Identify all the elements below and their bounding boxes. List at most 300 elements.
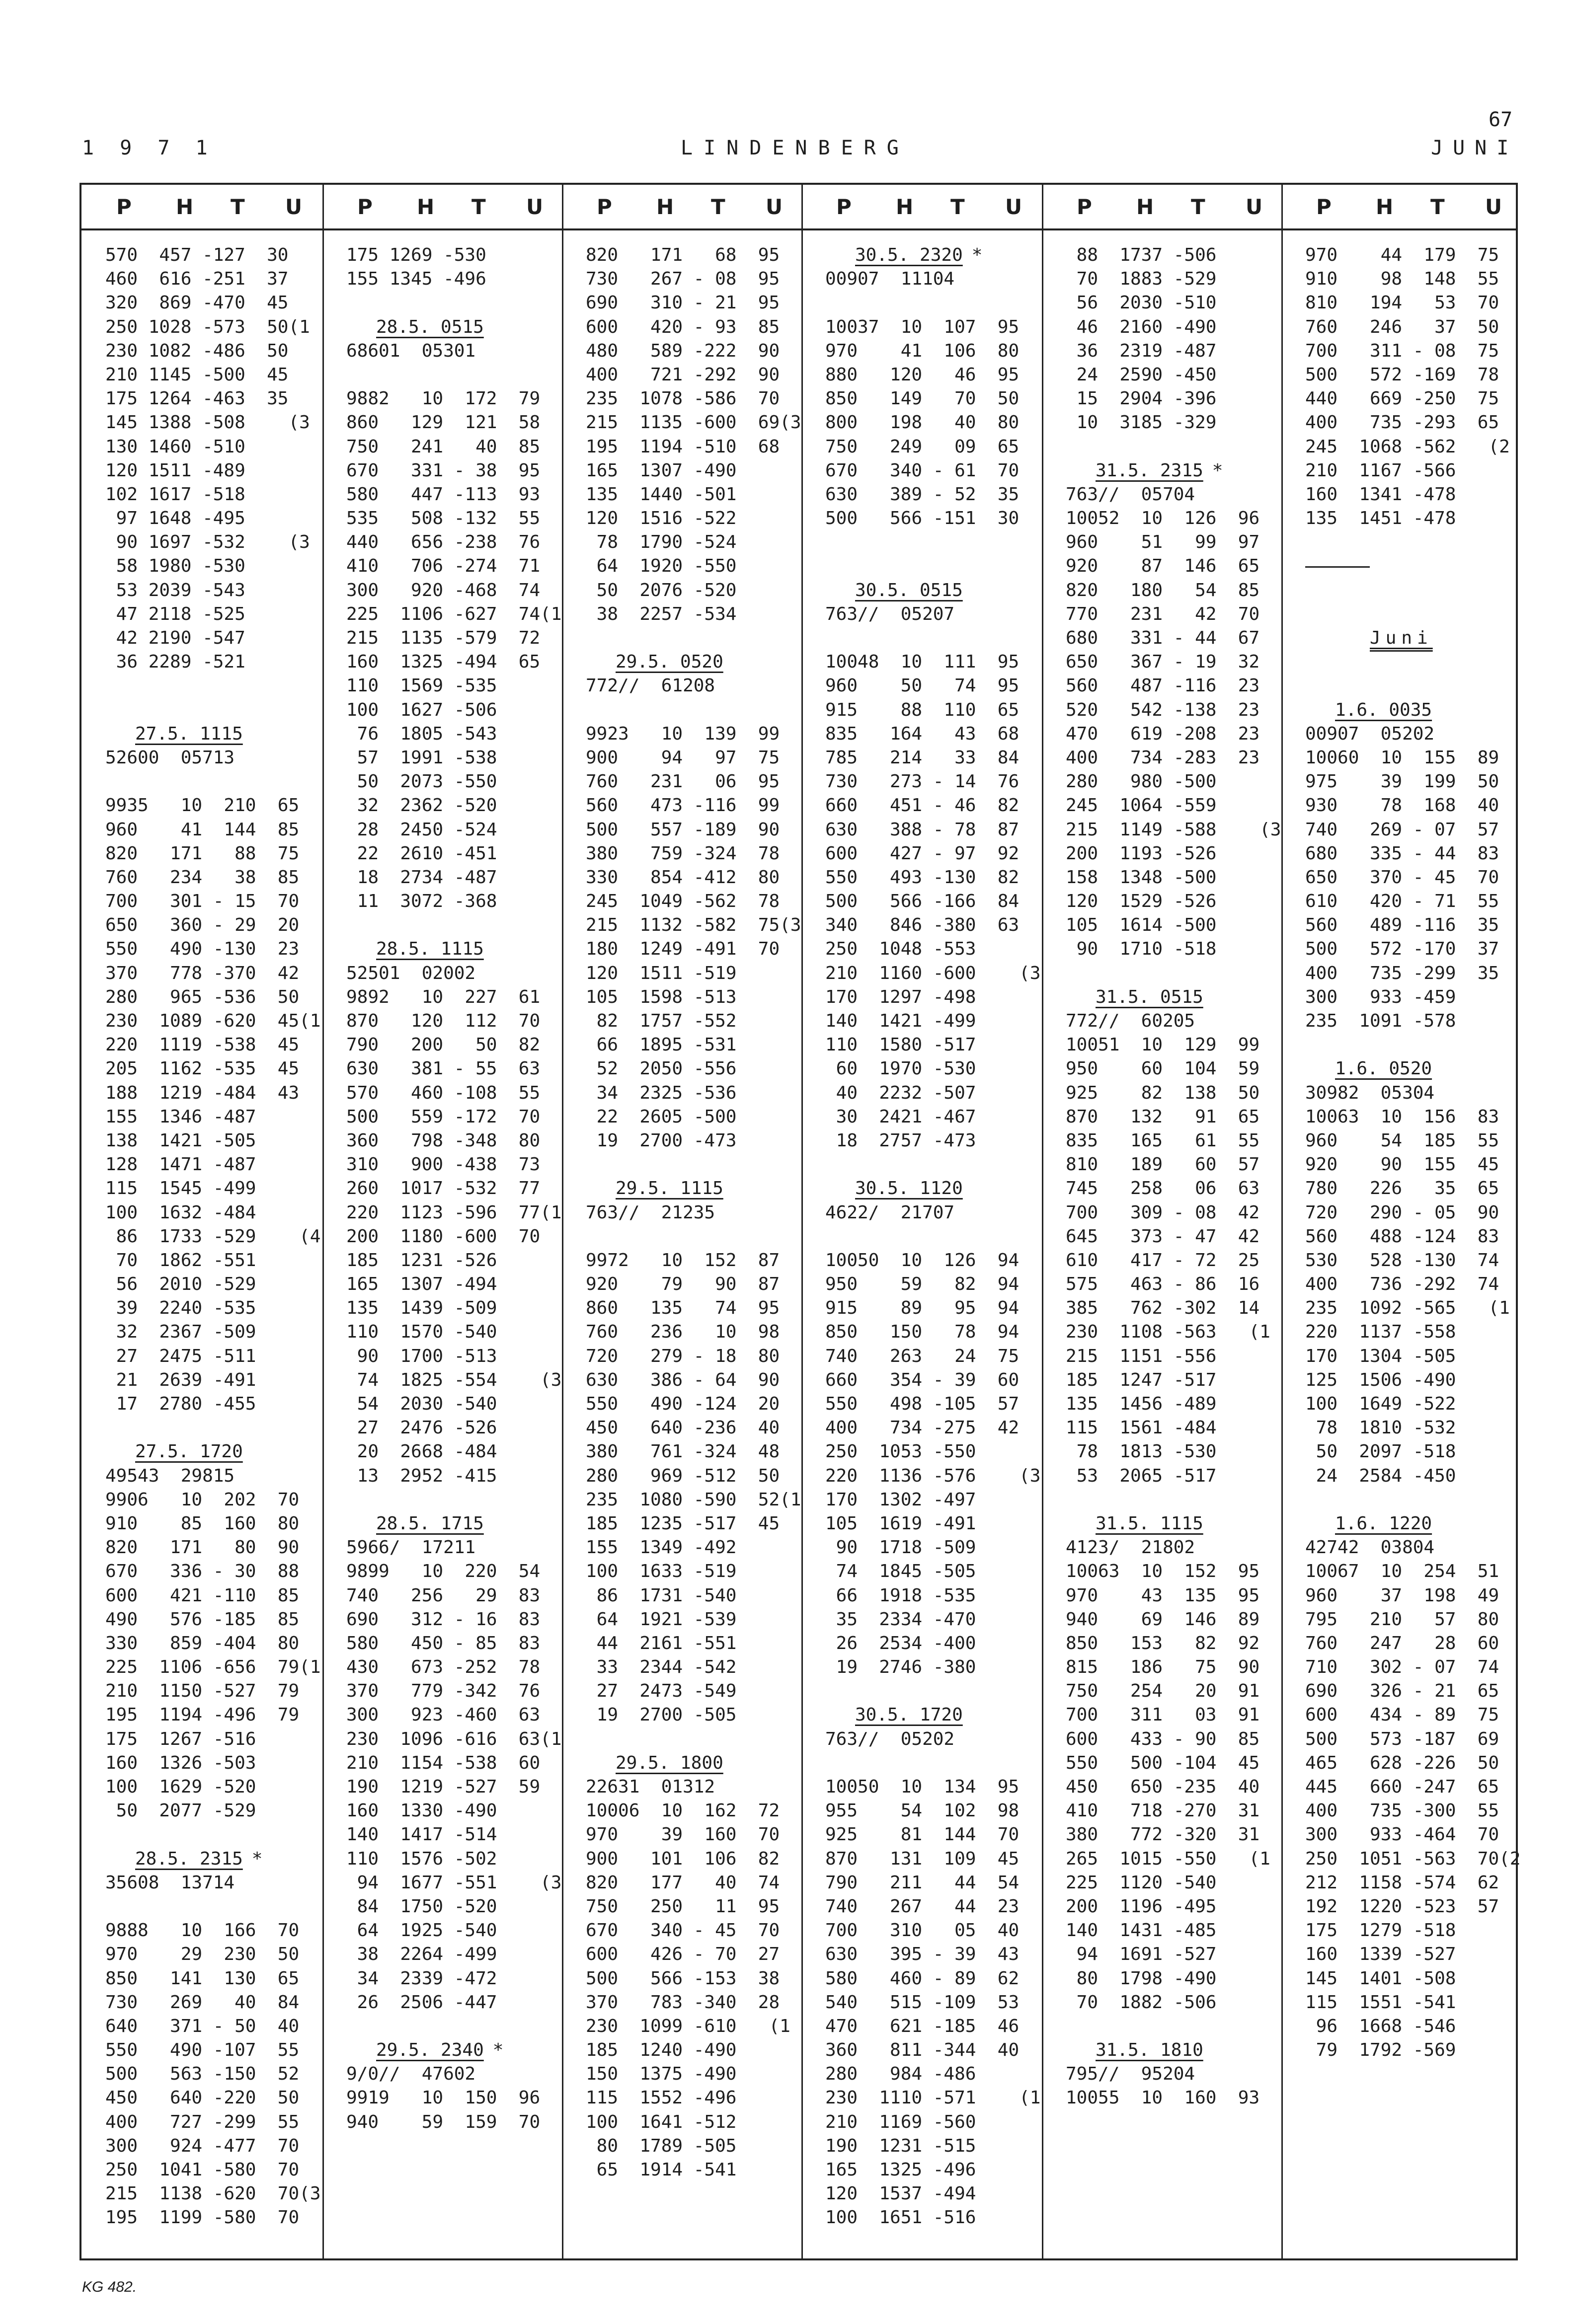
data-row: 250 1051 -563 70(2 <box>1305 1848 1521 1869</box>
data-row: 115 1551 -541 <box>1305 1992 1456 2013</box>
data-row: 105 1619 -491 <box>825 1513 976 1534</box>
data-row: 645 373 - 47 42 <box>1066 1226 1260 1247</box>
data-row: 160 1339 -527 <box>1305 1944 1456 1965</box>
data-row: 600 420 - 93 85 <box>586 316 780 337</box>
data-row: 00907 05202 <box>1305 723 1435 744</box>
data-row: 970 29 230 50 <box>105 1944 300 1965</box>
data-row: 225 1106 -656 79(1 <box>105 1657 321 1678</box>
data-row: 230 1082 -486 50 <box>105 340 289 361</box>
data-row: 760 246 37 50 <box>1305 316 1499 337</box>
data-row: 245 1049 -562 78 <box>586 891 780 912</box>
data-row: 650 367 - 19 32 <box>1066 652 1260 673</box>
data-row: 790 211 44 54 <box>825 1872 1020 1893</box>
data-row: 580 450 - 85 83 <box>346 1633 541 1653</box>
data-row: 100 1641 -512 <box>586 2111 737 2132</box>
spacer <box>825 1153 1035 1177</box>
data-row: 26 2534 -400 <box>825 1633 976 1653</box>
column-header-u: U <box>526 195 544 219</box>
data-row: 9892 10 227 61 <box>346 986 541 1007</box>
data-row: 975 39 199 50 <box>1305 771 1499 792</box>
spacer <box>105 1823 315 1847</box>
data-row: 640 371 - 50 40 <box>105 2016 300 2036</box>
data-row: 870 132 91 65 <box>1066 1106 1260 1127</box>
data-row: 100 1632 -484 <box>105 1202 256 1223</box>
sounding-date-time <box>1066 1512 1275 1536</box>
data-row: 42742 03804 <box>1305 1537 1435 1558</box>
column-header-t: T <box>711 195 725 219</box>
column-header-u: U <box>1246 195 1263 219</box>
data-row: 550 493 -130 82 <box>825 867 1020 888</box>
data-row: 750 241 40 85 <box>346 436 541 457</box>
data-row: 10063 10 156 83 <box>1305 1106 1499 1127</box>
column-header-h: H <box>1376 195 1394 219</box>
data-row: 970 39 160 70 <box>586 1824 780 1845</box>
data-row: 940 59 159 70 <box>346 2111 541 2132</box>
data-row: 155 1349 -492 <box>586 1537 737 1558</box>
data-row: 22 2605 -500 <box>586 1106 737 1127</box>
data-row: 210 1169 -560 <box>825 2111 976 2132</box>
header-month: JUNI <box>1431 137 1519 159</box>
data-row: 90 1697 -532 (3 <box>105 532 310 553</box>
data-row: 46 2160 -490 <box>1066 316 1217 337</box>
data-row: 730 267 - 08 95 <box>586 269 780 290</box>
sounding-date-time <box>825 579 1035 602</box>
data-row: 730 273 - 14 76 <box>825 771 1020 792</box>
spacer <box>105 698 315 722</box>
data-row: 100 1649 -522 <box>1305 1394 1456 1414</box>
date-time-label: 29.5. 0520 <box>616 652 723 673</box>
data-row: 120 1516 -522 <box>586 508 737 529</box>
data-row: 370 779 -342 76 <box>346 1681 541 1702</box>
month-heading: Juni <box>1370 628 1433 648</box>
data-row: 195 1194 -496 79 <box>105 1705 300 1725</box>
data-row: 500 572 -170 37 <box>1305 939 1499 960</box>
data-row: 230 1089 -620 45(1 <box>105 1011 321 1031</box>
asterisk-mark: * <box>251 1848 263 1869</box>
data-row: 79 1792 -569 <box>1305 2040 1456 2061</box>
data-row: 180 1249 -491 70 <box>586 939 780 960</box>
data-row: 36 2289 -521 <box>105 652 245 673</box>
data-row: 190 1231 -515 <box>825 2135 976 2156</box>
sounding-date-time <box>346 315 556 339</box>
data-row: 763// 21235 <box>586 1202 715 1223</box>
data-row: 230 1099 -610 (1 <box>586 2016 790 2036</box>
data-row: 600 426 - 70 27 <box>586 1944 780 1965</box>
data-row: 74 1825 -554 (3 <box>346 1369 562 1390</box>
data-row: 94 1677 -551 (3 <box>346 1872 562 1893</box>
data-row: 960 37 198 49 <box>1305 1585 1499 1606</box>
data-row: 145 1388 -508 (3 <box>105 412 310 433</box>
spacer <box>105 674 315 698</box>
date-time-label: 28.5. 1715 <box>376 1513 484 1534</box>
data-row: 410 718 -270 31 <box>1066 1800 1260 1821</box>
spacer <box>586 1225 795 1249</box>
data-row: 30982 05304 <box>1305 1082 1435 1103</box>
data-row: 24 2590 -450 <box>1066 364 1217 385</box>
data-column <box>105 243 321 2230</box>
data-row: 21 2639 -491 <box>105 1369 256 1390</box>
spacer <box>825 554 1035 578</box>
data-row: 700 311 - 08 75 <box>1305 340 1499 361</box>
spacer <box>1066 1488 1275 1512</box>
data-row: 42 2190 -547 <box>105 628 245 648</box>
data-row: 860 135 74 95 <box>586 1298 780 1319</box>
data-row: 9882 10 172 79 <box>346 388 541 409</box>
data-row: 27 2473 -549 <box>586 1681 737 1702</box>
spacer <box>825 1679 1035 1703</box>
data-row: 450 640 -236 40 <box>586 1418 780 1438</box>
data-row: 920 90 155 45 <box>1305 1154 1499 1175</box>
data-row: 90 1700 -513 <box>346 1346 497 1366</box>
date-time-label: 31.5. 1810 <box>1096 2040 1203 2061</box>
data-column <box>346 243 562 2134</box>
data-row: 400 736 -292 74 <box>1305 1274 1499 1295</box>
data-row: 280 984 -486 <box>825 2064 976 2085</box>
data-row: 86 1733 -529 (4 <box>105 1226 321 1247</box>
data-row: 215 1149 -588 (3 <box>1066 819 1281 840</box>
data-row: 900 101 106 82 <box>586 1848 780 1869</box>
data-row: 84 1750 -520 <box>346 1896 497 1917</box>
data-row: 78 1810 -532 <box>1305 1418 1456 1438</box>
data-row: 480 589 -222 90 <box>586 340 780 361</box>
data-row: 32 2367 -509 <box>105 1322 256 1343</box>
spacer <box>825 1751 1035 1775</box>
data-row: 500 572 -169 78 <box>1305 364 1499 385</box>
data-row: 400 735 -300 55 <box>1305 1800 1499 1821</box>
date-time-label: 1.6. 0520 <box>1335 1058 1432 1079</box>
spacer <box>346 1488 556 1512</box>
data-row: 960 50 74 95 <box>825 675 1020 696</box>
data-row: 300 924 -477 70 <box>105 2135 300 2156</box>
data-row: 250 1053 -550 <box>825 1441 976 1462</box>
spacer <box>346 2015 556 2038</box>
data-row: 575 463 - 86 16 <box>1066 1274 1260 1295</box>
sounding-date-time <box>1066 985 1275 1009</box>
data-row: 520 542 -138 23 <box>1066 699 1260 720</box>
data-row: 925 82 138 50 <box>1066 1082 1260 1103</box>
sounding-date-time <box>825 1703 1035 1727</box>
data-row: 960 51 99 97 <box>1066 532 1260 553</box>
data-row: 9972 10 152 87 <box>586 1250 780 1271</box>
data-row: 80 1798 -490 <box>1066 1968 1217 1989</box>
data-row: 10063 10 152 95 <box>1066 1561 1260 1582</box>
data-row: 165 1325 -496 <box>825 2160 976 2180</box>
data-row: 925 81 144 70 <box>825 1824 1020 1845</box>
data-row: 870 120 112 70 <box>346 1011 541 1031</box>
data-row: 720 279 - 18 80 <box>586 1346 780 1366</box>
data-row: 630 389 - 52 35 <box>825 484 1020 505</box>
separator-line <box>1305 554 1515 578</box>
sounding-date-time <box>1066 459 1275 483</box>
data-row: 690 310 - 21 95 <box>586 293 780 313</box>
spacer <box>1305 579 1515 602</box>
column-header-t: T <box>950 195 965 219</box>
data-row: 225 1106 -627 74(1 <box>346 603 562 624</box>
column-divider <box>562 185 563 2258</box>
data-row: 19 2746 -380 <box>825 1657 976 1678</box>
data-row: 205 1162 -535 45 <box>105 1058 300 1079</box>
sounding-date-time <box>105 1847 315 1871</box>
data-row: 56 2030 -510 <box>1066 293 1217 313</box>
data-row: 265 1015 -550 (1 <box>1066 1848 1270 1869</box>
data-row: 34 2325 -536 <box>586 1082 737 1103</box>
data-row: 490 576 -185 85 <box>105 1609 300 1630</box>
data-row: 610 417 - 72 25 <box>1066 1250 1260 1271</box>
data-row: 200 1193 -526 <box>1066 843 1217 864</box>
data-row: 500 566 -153 38 <box>586 1968 780 1989</box>
data-row: 105 1598 -513 <box>586 986 737 1007</box>
data-row: 110 1580 -517 <box>825 1035 976 1055</box>
date-time-label: 28.5. 2315 <box>135 1848 243 1869</box>
spacer <box>1066 435 1275 459</box>
data-row: 815 186 75 90 <box>1066 1657 1260 1678</box>
data-row: 680 335 - 44 83 <box>1305 843 1499 864</box>
spacer <box>825 626 1035 650</box>
data-row: 760 234 38 85 <box>105 867 300 888</box>
data-row: 215 1135 -600 69(3 <box>586 412 801 433</box>
data-row: 700 310 05 40 <box>825 1920 1020 1941</box>
data-row: 550 490 -130 23 <box>105 939 300 960</box>
date-time-label: 30.5. 2320 <box>855 245 963 265</box>
data-row: 170 1302 -497 <box>825 1489 976 1510</box>
data-row: 630 381 - 55 63 <box>346 1058 541 1079</box>
date-time-label: 1.6. 1220 <box>1335 1513 1432 1534</box>
data-row: 630 386 - 64 90 <box>586 1369 780 1390</box>
data-row: 18 2757 -473 <box>825 1130 976 1151</box>
data-row: 750 250 11 95 <box>586 1896 780 1917</box>
data-row: 80 1789 -505 <box>586 2135 737 2156</box>
data-row: 950 60 104 59 <box>1066 1058 1260 1079</box>
data-row: 10006 10 162 72 <box>586 1800 780 1821</box>
data-row: 245 1068 -562 (2 <box>1305 436 1510 457</box>
data-row: 10067 10 254 51 <box>1305 1561 1499 1582</box>
data-row: 440 656 -238 76 <box>346 532 541 553</box>
data-row: 310 900 -438 73 <box>346 1154 541 1175</box>
sounding-date-time <box>105 722 315 746</box>
column-divider <box>1281 185 1283 2258</box>
data-row: 340 846 -380 63 <box>825 915 1020 936</box>
data-column <box>825 243 1041 2230</box>
data-row: 38 2257 -534 <box>586 603 737 624</box>
data-row: 215 1135 -579 72 <box>346 628 541 648</box>
data-row: 52501 02002 <box>346 963 476 983</box>
data-row: 940 69 146 89 <box>1066 1609 1260 1630</box>
data-row: 52 2050 -556 <box>586 1058 737 1079</box>
data-row: 470 621 -185 46 <box>825 2016 1020 2036</box>
data-row: 102 1617 -518 <box>105 484 245 505</box>
spacer <box>1305 602 1515 626</box>
asterisk-mark: * <box>1212 460 1223 481</box>
data-row: 400 721 -292 90 <box>586 364 780 385</box>
data-row: 9906 10 202 70 <box>105 1489 300 1510</box>
column-header-t: T <box>472 195 486 219</box>
data-row: 82 1757 -552 <box>586 1011 737 1031</box>
data-row: 11 3072 -368 <box>346 891 497 912</box>
data-row: 750 254 20 91 <box>1066 1681 1260 1702</box>
data-row: 910 98 148 55 <box>1305 269 1499 290</box>
data-row: 190 1219 -527 59 <box>346 1777 541 1797</box>
data-row: 570 457 -127 30 <box>105 245 289 265</box>
data-row: 763// 05207 <box>825 603 955 624</box>
data-row: 10048 10 111 95 <box>825 652 1020 673</box>
data-row: 600 433 - 90 85 <box>1066 1728 1260 1749</box>
data-row: 70 1862 -551 <box>105 1250 256 1271</box>
data-row: 380 759 -324 78 <box>586 843 780 864</box>
data-row: 400 734 -275 42 <box>825 1418 1020 1438</box>
data-row: 760 236 10 98 <box>586 1322 780 1343</box>
sounding-date-time <box>346 1512 556 1536</box>
data-row: 230 1096 -616 63(1 <box>346 1728 562 1749</box>
data-row: 145 1401 -508 <box>1305 1968 1456 1989</box>
column-header-t: T <box>231 195 245 219</box>
column-header-t: T <box>1191 195 1205 219</box>
date-time-label: 27.5. 1720 <box>135 1441 243 1462</box>
data-row: 10055 10 160 93 <box>1066 2088 1260 2108</box>
data-row: 90 1718 -509 <box>825 1537 976 1558</box>
data-row: 64 1921 -539 <box>586 1609 737 1630</box>
date-time-label: 29.5. 2340 <box>376 2040 484 2061</box>
data-row: 66 1895 -531 <box>586 1035 737 1055</box>
data-row: 175 1267 -516 <box>105 1728 256 1749</box>
spacer <box>346 913 556 937</box>
data-row: 110 1576 -502 <box>346 1848 497 1869</box>
data-row: 9899 10 220 54 <box>346 1561 541 1582</box>
data-row: 915 89 95 94 <box>825 1298 1020 1319</box>
data-row: 500 573 -187 69 <box>1305 1728 1499 1749</box>
data-row: 19 2700 -473 <box>586 1130 737 1151</box>
data-row: 125 1506 -490 <box>1305 1369 1456 1390</box>
column-header-u: U <box>1005 195 1022 219</box>
spacer <box>825 1225 1035 1249</box>
data-row: 300 923 -460 63 <box>346 1705 541 1725</box>
data-row: 690 312 - 16 83 <box>346 1609 541 1630</box>
data-row: 230 1110 -571 (1 <box>825 2088 1041 2108</box>
data-row: 128 1471 -487 <box>105 1154 256 1175</box>
date-time-label: 30.5. 1720 <box>855 1705 963 1725</box>
date-time-label: 30.5. 1120 <box>855 1178 963 1199</box>
data-row: 54 2030 -540 <box>346 1394 497 1414</box>
column-header-p: P <box>1077 195 1092 219</box>
data-row: 165 1307 -494 <box>346 1274 497 1295</box>
data-row: 740 269 - 07 57 <box>1305 819 1499 840</box>
data-row: 68601 05301 <box>346 340 476 361</box>
data-row: 785 214 33 84 <box>825 747 1020 768</box>
data-row: 560 473 -116 99 <box>586 795 780 816</box>
data-row: 39 2240 -535 <box>105 1298 256 1319</box>
data-row: 790 200 50 82 <box>346 1035 541 1055</box>
data-row: 460 616 -251 37 <box>105 269 289 290</box>
data-row: 115 1545 -499 <box>105 1178 256 1199</box>
data-row: 820 171 68 95 <box>586 245 780 265</box>
data-row: 530 528 -130 74 <box>1305 1250 1499 1271</box>
data-row: 120 1529 -526 <box>1066 891 1217 912</box>
data-row: 155 1345 -496 <box>346 269 486 290</box>
data-column <box>1066 243 1281 2110</box>
data-row: 560 487 -116 23 <box>1066 675 1260 696</box>
data-row: 970 41 106 80 <box>825 340 1020 361</box>
data-row: 740 267 44 23 <box>825 1896 1020 1917</box>
data-row: 120 1511 -489 <box>105 460 245 481</box>
data-row: 100 1627 -506 <box>346 699 497 720</box>
data-row: 740 263 24 75 <box>825 1346 1020 1366</box>
data-row: 915 88 110 65 <box>825 699 1020 720</box>
spacer <box>825 530 1035 554</box>
data-row: 200 1180 -600 70 <box>346 1226 541 1247</box>
data-row: 750 249 09 65 <box>825 436 1020 457</box>
data-row: 380 772 -320 31 <box>1066 1824 1260 1845</box>
data-row: 730 269 40 84 <box>105 1992 300 2013</box>
data-row: 860 129 121 58 <box>346 412 541 433</box>
column-header-p: P <box>836 195 852 219</box>
asterisk-mark: * <box>492 2040 504 2061</box>
data-row: 795 210 57 80 <box>1305 1609 1499 1630</box>
spacer <box>105 770 315 794</box>
data-row: 78 1813 -530 <box>1066 1441 1217 1462</box>
data-row: 245 1064 -559 <box>1066 795 1217 816</box>
data-row: 370 778 -370 42 <box>105 963 300 983</box>
data-row: 9888 10 166 70 <box>105 1920 300 1941</box>
data-row: 170 1297 -498 <box>825 986 976 1007</box>
data-row: 772// 61208 <box>586 675 715 696</box>
data-row: 200 1196 -495 <box>1066 1896 1217 1917</box>
spacer <box>586 1153 795 1177</box>
data-row: 970 44 179 75 <box>1305 245 1499 265</box>
data-row: 780 226 35 65 <box>1305 1178 1499 1199</box>
data-row: 850 150 78 94 <box>825 1322 1020 1343</box>
data-row: 235 1091 -578 <box>1305 1011 1456 1031</box>
data-row: 760 231 06 95 <box>586 771 780 792</box>
data-row: 64 1925 -540 <box>346 1920 497 1941</box>
data-row: 18 2734 -487 <box>346 867 497 888</box>
data-row: 920 79 90 87 <box>586 1274 780 1295</box>
data-row: 300 933 -459 <box>1305 986 1456 1007</box>
sounding-table <box>79 183 1521 2260</box>
data-row: 22631 01312 <box>586 1777 715 1797</box>
data-row: 195 1194 -510 68 <box>586 436 780 457</box>
data-row: 150 1375 -490 <box>586 2064 737 2085</box>
data-row: 220 1136 -576 (3 <box>825 1465 1041 1486</box>
data-row: 115 1552 -496 <box>586 2088 737 2108</box>
data-row: 10052 10 126 96 <box>1066 508 1260 529</box>
sounding-date-time <box>1305 1057 1515 1081</box>
data-row: 100 1633 -519 <box>586 1561 737 1582</box>
column-header-p: P <box>116 195 132 219</box>
data-row: 920 87 146 65 <box>1066 556 1260 577</box>
data-row: 32 2362 -520 <box>346 795 497 816</box>
page-number: 67 <box>1489 108 1513 131</box>
data-row: 220 1137 -558 <box>1305 1322 1456 1343</box>
data-row: 165 1307 -490 <box>586 460 737 481</box>
column-divider <box>322 185 324 2258</box>
spacer <box>105 1416 315 1440</box>
data-row: 100 1629 -520 <box>105 1777 256 1797</box>
data-row: 250 1041 -580 70 <box>105 2160 300 2180</box>
data-row: 135 1451 -478 <box>1305 508 1456 529</box>
asterisk-mark: * <box>971 245 983 265</box>
data-row: 20 2668 -484 <box>346 1441 497 1462</box>
spacer <box>1305 530 1515 554</box>
data-row: 795// 95204 <box>1066 2064 1195 2085</box>
data-row: 670 340 - 61 70 <box>825 460 1020 481</box>
data-row: 650 370 - 45 70 <box>1305 867 1499 888</box>
data-row: 360 798 -348 80 <box>346 1130 541 1151</box>
sounding-date-time <box>346 937 556 961</box>
data-row: 175 1264 -463 35 <box>105 388 289 409</box>
data-row: 430 673 -252 78 <box>346 1657 541 1678</box>
data-row: 500 566 -151 30 <box>825 508 1020 529</box>
data-row: 210 1150 -527 79 <box>105 1681 300 1702</box>
data-row: 35608 13714 <box>105 1872 235 1893</box>
